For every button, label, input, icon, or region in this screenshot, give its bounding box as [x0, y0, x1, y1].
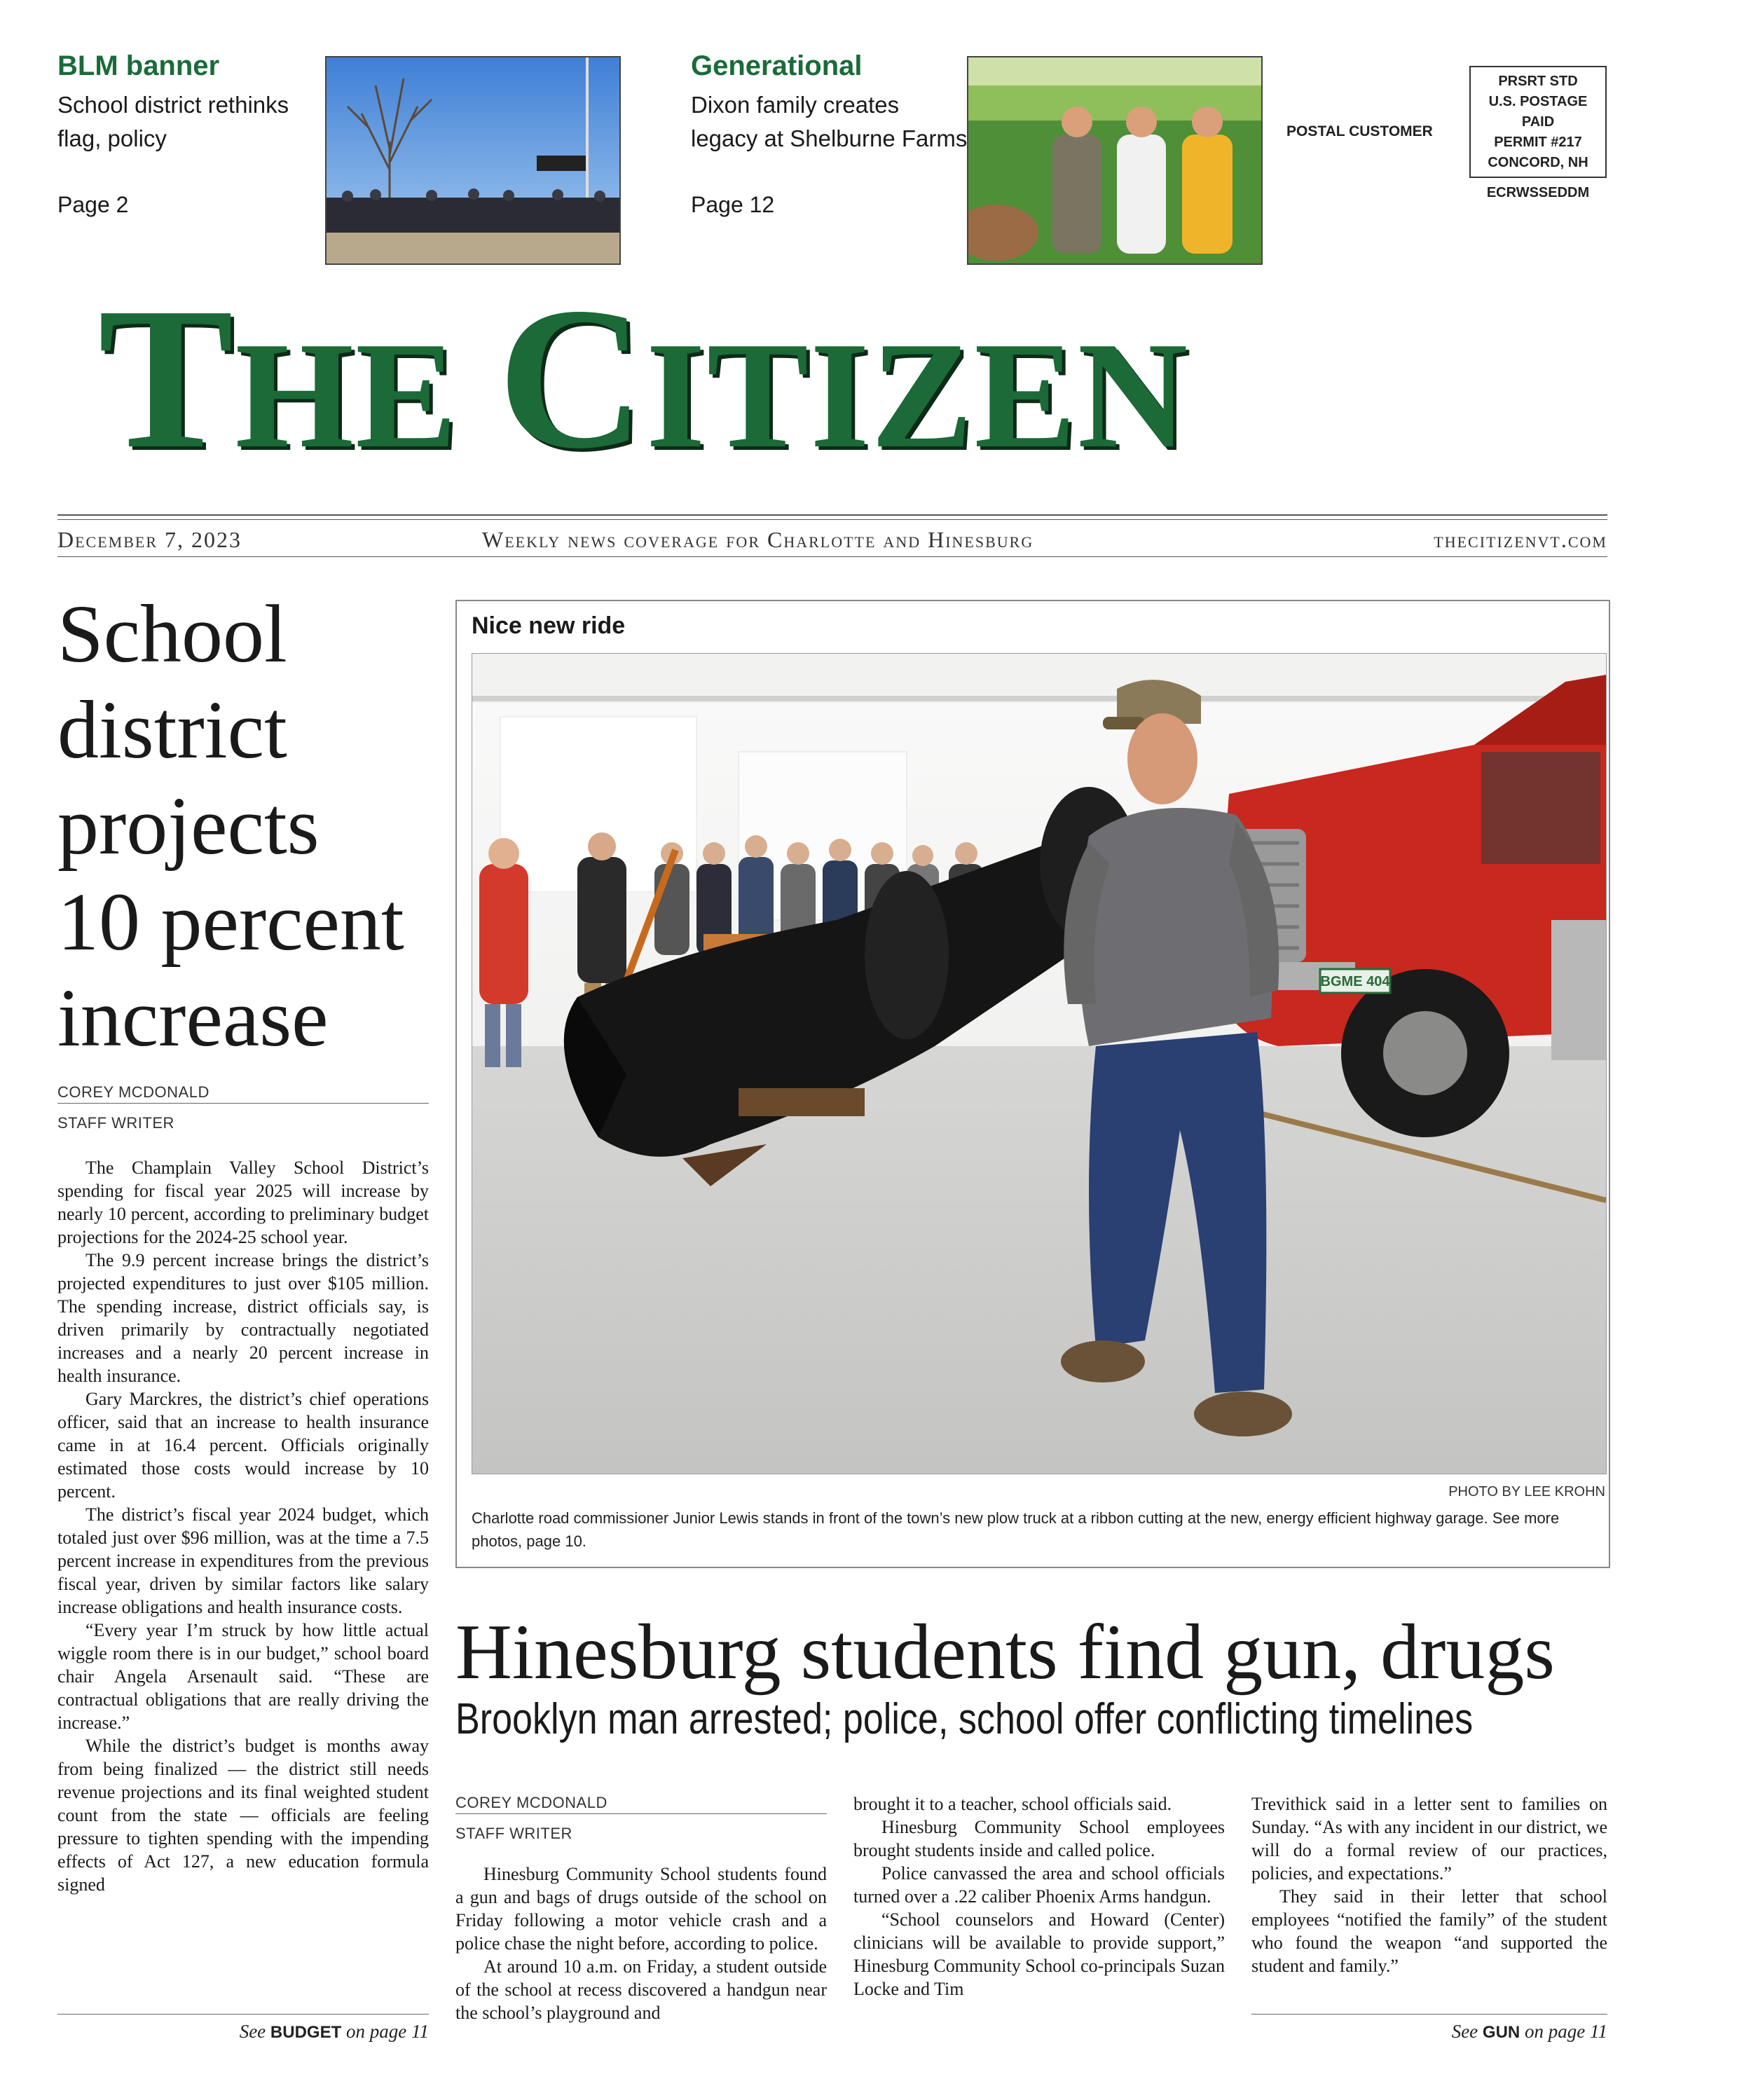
masthead-rule-top	[57, 514, 1607, 516]
postal-customer: POSTAL CUSTOMER	[1286, 123, 1433, 139]
dixon-family-photo	[968, 57, 1261, 263]
paragraph: brought it to a teacher, school officials said.	[853, 1794, 1172, 1814]
indicia-line: PRSRT STD	[1498, 74, 1578, 89]
headline-line: district	[57, 684, 287, 776]
teaser-2-line1: Dixon family creates	[691, 92, 900, 118]
teaser-1-line2: flag, policy	[57, 125, 167, 151]
budget-body	[57, 1156, 429, 1896]
paragraph: They said in their letter that school employees “notified the family” of the student who found the weapon “and supported the student and family.”	[1251, 1886, 1607, 1976]
jump-rule	[57, 2014, 429, 2015]
paragraph: “Every year I’m struck by how little actual wiggle room there is in our budget,” school board chair Angela Arsenault said. “These are contractual obligations that are really driving the increase.”	[57, 1620, 429, 1733]
budget-headline[interactable]	[57, 586, 436, 1066]
teaser-1-heading[interactable]: BLM banner	[57, 50, 220, 81]
teaser-1-photo[interactable]	[325, 56, 621, 265]
gun-headline[interactable]: Hinesburg students find gun, drugs	[455, 1609, 1555, 1696]
postage-indicia	[1469, 66, 1607, 178]
masthead-rule-top-thin	[57, 519, 1607, 520]
teaser-1-line1: School district rethinks	[57, 92, 289, 118]
paragraph: At around 10 a.m. on Friday, a student outside of the school at recess discovered a handgun near the school’s playground and	[455, 1956, 827, 2023]
gun-jump-link[interactable]	[1251, 2021, 1607, 2043]
plow-truck-photo	[472, 654, 1606, 1474]
jump-suffix: on page 11	[1525, 2021, 1607, 2042]
paragraph: Police canvassed the area and school officials turned over a .22 caliber Phoenix Arms handgun.	[853, 1863, 1225, 1907]
gun-author: COREY MCDONALD	[455, 1794, 607, 1811]
masthead-the-rest: HE	[235, 311, 459, 480]
headline-line: School	[57, 588, 287, 680]
photo-caption: Charlotte road commissioner Junior Lewis stands in front of the town’s new plow truck at a ribbon cutting at the new, energy efficient highway garage. See more photos, page 10.	[472, 1509, 1560, 1550]
teaser-2-photo[interactable]	[967, 56, 1263, 265]
masthead-title[interactable]	[98, 252, 1189, 505]
paragraph: “School counselors and Howard (Center) clinicians will be available to provide support,” Hinesburg Community School co-principals Suzan Locke and Tim	[853, 1909, 1225, 1999]
masthead-rule-bottom	[57, 556, 1607, 557]
photo-credit: PHOTO BY LEE KROHN	[1448, 1484, 1605, 1499]
jump-key: BUDGET	[270, 2023, 342, 2042]
gun-subhead: Brooklyn man arrested; police, school offer conflicting timelines	[455, 1695, 1474, 1743]
gun-role: STAFF WRITER	[455, 1825, 572, 1842]
budget-role: STAFF WRITER	[57, 1114, 174, 1132]
budget-author: COREY MCDONALD	[57, 1083, 210, 1101]
headline-line: increase	[57, 972, 329, 1064]
photo-title: Nice new ride	[472, 612, 626, 639]
gun-jump-rule	[1251, 2014, 1607, 2015]
gun-body-col1	[455, 1862, 827, 2024]
jump-key: GUN	[1482, 2023, 1520, 2042]
tagline: Weekly news coverage for Charlotte and Hinesburg	[482, 527, 1034, 552]
issue-date: December 7, 2023	[57, 527, 242, 552]
indicia-line: U.S. POSTAGE	[1488, 94, 1588, 109]
indicia-line: PERMIT #217	[1494, 135, 1582, 150]
masthead-citizen-rest: ITIZEN	[645, 311, 1190, 480]
paragraph: The district’s fiscal year 2024 budget, which totaled just over $96 million, was at the time a 7.5 percent increase in expenditures from the previous fiscal year, driven by similar factors like salary increase obligations and health insurance costs.	[57, 1504, 429, 1617]
paragraph: While the district’s budget is months away from being finalized — the district still needs revenue projections and its final weighted student count from the state — officials are feeling pressure to tighten spending with the impending effects of Act 127, a new education formula signed	[57, 1736, 429, 1895]
masthead-citizen-initial: C	[497, 266, 646, 490]
jump-suffix: on page 11	[346, 2021, 429, 2042]
paragraph: The Champlain Valley School District’s spending for fiscal year 2025 will increase by nearly 10 percent, according to preliminary budget projections for the 2024-25 school year.	[57, 1158, 429, 1247]
headline-line: projects	[57, 780, 320, 872]
gun-byline-rule	[455, 1813, 827, 1814]
paragraph: The 9.9 percent increase brings the district’s projected expenditures to just over $105 million. The spending increase, district officials say, is driven primarily by contractually negotiated increases and a nearly 20 percent increase in health insurance.	[57, 1250, 429, 1386]
paragraph: Hinesburg Community School employees brought students inside and called police.	[853, 1817, 1225, 1860]
teaser-2-line2: legacy at Shelburne Farms	[691, 125, 968, 151]
teaser-2-heading[interactable]: Generational	[691, 50, 863, 81]
gun-body-col2	[853, 1792, 1225, 2001]
mail-route-code: ECRWSSEDDM	[1486, 185, 1590, 200]
teaser-2-page[interactable]: Page 12	[691, 192, 775, 217]
paragraph: Hinesburg Community School students found a gun and bags of drugs outside of the school on Friday following a motor vehicle crash and a police chase the night before, according to police.	[455, 1864, 827, 1954]
paragraph: Trevithick said in a letter sent to families on Sunday. “As with any incident in our district, we will do a formal review of our practices, policies, and expectations.”	[1251, 1794, 1607, 1883]
headline-line: 10 percent	[57, 876, 404, 968]
byline-rule	[57, 1103, 429, 1104]
teaser-1-page[interactable]: Page 2	[57, 192, 129, 217]
jump-prefix: See	[1451, 2021, 1478, 2042]
feature-photo[interactable]	[472, 653, 1607, 1474]
indicia-line: PAID	[1521, 114, 1555, 130]
masthead-the-initial: T	[98, 266, 235, 490]
jump-prefix: See	[239, 2021, 266, 2042]
website-link[interactable]: thecitizenvt.com	[1434, 527, 1607, 552]
license-plate: BGME 404	[1320, 974, 1390, 989]
indicia-line: CONCORD, NH	[1488, 155, 1588, 170]
gun-body-col3	[1251, 1792, 1607, 1977]
blm-banner-photo	[327, 57, 619, 263]
budget-jump-link[interactable]	[57, 2021, 429, 2043]
paragraph: Gary Marckres, the district’s chief operations officer, said that an increase to health insurance came in at 16.4 percent. Officials originally estimated those costs would increase by 10 percent.	[57, 1389, 429, 1502]
